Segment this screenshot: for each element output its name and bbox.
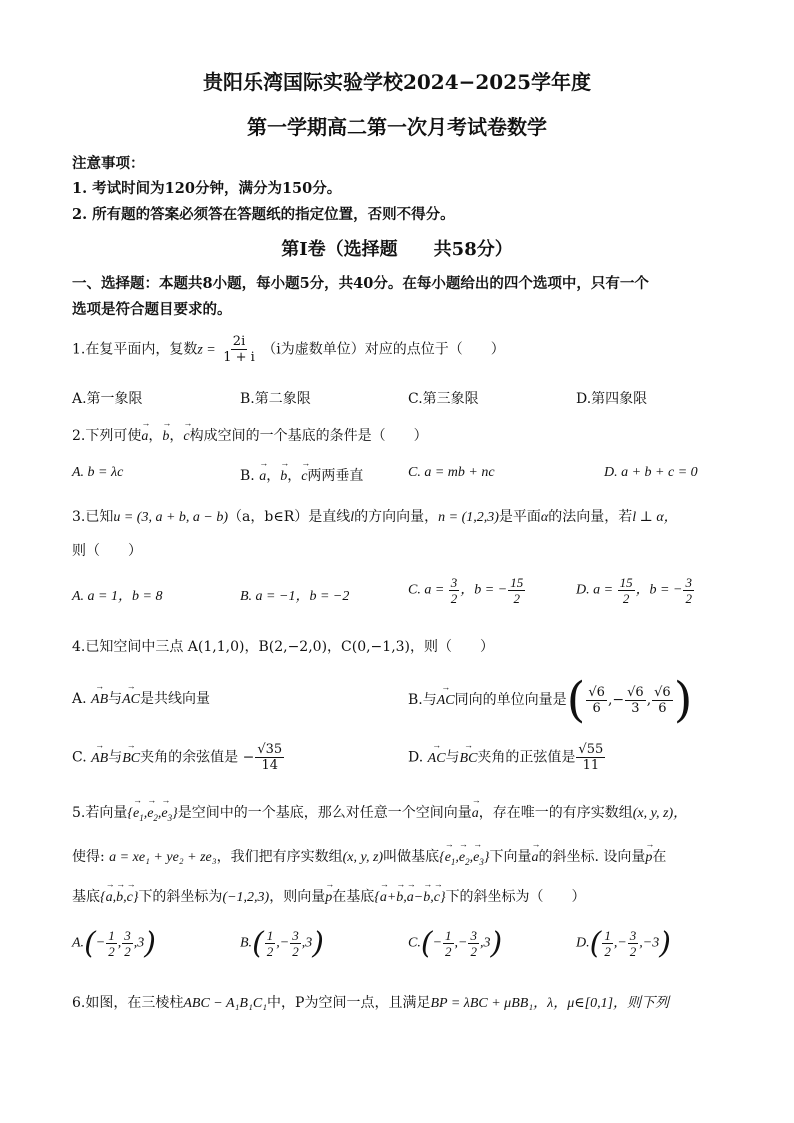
- question-3-option-d[interactable]: D. a = $\frac{15}{2}$ ，b = − $\frac{3}{2}$: [576, 575, 692, 606]
- question-1-option-d[interactable]: D.第四象限: [576, 391, 648, 407]
- question-4-option-c[interactable]: C. → AB与→ BC夹角的余弦值是 − $\frac{√35}{14}$: [72, 742, 285, 773]
- question-5-option-a[interactable]: A.(− $\frac{1}{2}$ , $\frac{3}{2}$ ,3): [72, 926, 156, 961]
- notes-item-2: 2. 所有题的答案必须答在答题纸的指定位置，否则不得分。: [72, 206, 455, 223]
- question-4-option-a[interactable]: A. → AB与→ AC是共线向量: [72, 688, 210, 708]
- question-3-option-b[interactable]: B. a = −1，b = −2: [240, 589, 350, 604]
- question-3-option-c[interactable]: C. a = $\frac{3}{2}$ ，b = − $\frac{15}{2}$: [408, 575, 524, 606]
- question-1-option-c[interactable]: C.第三象限: [408, 391, 479, 407]
- notes-heading: 注意事项：: [72, 155, 145, 172]
- q1-fraction: $\frac{2i}{1 + i}$: [223, 334, 255, 365]
- question-2-stem: 2.下列可使→ a，→ b，→ c构成空间的一个基底的条件是（ ）: [72, 425, 428, 445]
- question-5-option-d[interactable]: D.( $\frac{1}{2}$ ,− $\frac{3}{2}$ ,−3): [576, 926, 671, 961]
- question-1-option-b[interactable]: B.第二象限: [240, 391, 311, 407]
- notes-item-1: 1. 考试时间为120分钟，满分为150分。: [72, 180, 342, 197]
- question-5-stem-line3: 基底{→ a,→ b,→ c}下的斜坐标为(−1,2,3)，则向量→ p在基底{→ a+→ b,→ a−→ b,→ c}下的斜坐标为（ ）: [72, 886, 586, 906]
- question-1-option-a[interactable]: A.第一象限: [72, 391, 143, 407]
- section-title: 第Ⅰ卷（选择题 共58分）: [281, 239, 513, 260]
- question-3-stem-line2: 则（ ）: [72, 543, 142, 559]
- question-1-stem: 1.在复平面内，复数z = $\frac{2i}{1 + i}$ （i为虚数单位）对应的点位于（ ）: [72, 334, 505, 365]
- question-5-option-c[interactable]: C.(− $\frac{1}{2}$ ,− $\frac{3}{2}$ ,3): [408, 926, 503, 961]
- section-desc-line1: 一、选择题：本题共8小题，每小题5分，共40分。在每小题给出的四个选项中，只有一个: [72, 275, 649, 292]
- section-desc-line2: 选项是符合题目要求的。: [72, 301, 232, 318]
- question-2-option-c[interactable]: C. a = mb + nc: [408, 465, 495, 480]
- question-2-option-d[interactable]: D. a + b + c = 0: [604, 465, 698, 480]
- question-3-option-a[interactable]: A. a = 1，b = 8: [72, 589, 163, 604]
- question-5-option-b[interactable]: B.( $\frac{1}{2}$ ,− $\frac{3}{2}$ ,3): [240, 926, 324, 961]
- question-4-option-b[interactable]: B.与→ AC同向的单位向量是( $\frac{√6}{6}$ ,− $\frac{√6}{3}$ , $\frac{√6}{6}$ ): [408, 672, 692, 728]
- question-6-stem: 6.如图，在三棱柱ABC − A₁B₁C₁中，P为空间一点，且满足BP = λBC + μBB₁，λ，μ∈[0,1]，则下列: [72, 995, 670, 1011]
- question-2-option-a[interactable]: A. b = λc: [72, 465, 124, 480]
- exam-title-line1: 贵阳乐湾国际实验学校2024−2025学年度: [202, 70, 592, 94]
- question-5-stem-line1: 5.若向量{→ $e_1,\to e_2,\to e_3$}是空间中的一个基底，那么对任意一个空间向量→ a，存在唯一的有序实数组(x, y, z)，: [72, 802, 687, 823]
- exam-title-line2: 第一学期高二第一次月考试卷数学: [247, 115, 547, 139]
- question-4-option-d[interactable]: D. → AC与→ BC夹角的正弦值是 $\frac{√55}{11}$: [408, 742, 606, 773]
- question-2-option-b[interactable]: B. → a，→ b，→ c两两垂直: [240, 465, 363, 485]
- question-5-stem-line2: 使得: a = xe₁ + ye₂ + ze₃，我们把有序实数组(x, y, z)叫做基底{→ $e_1,\to e_2,\to e_3$}下向量→ a的斜坐标. 设向量→ p在: [72, 846, 666, 867]
- question-4-stem: 4.已知空间中三点 A(1,1,0)，B(2,−2,0)，C(0,−1,3)，则（ ）: [72, 639, 495, 655]
- question-3-stem-line1: 3.已知u = (3, a + b, a − b)（a，b∈R）是直线l的方向向量，n = (1,2,3)是平面α的法向量，若l ⊥ α，: [72, 509, 678, 525]
